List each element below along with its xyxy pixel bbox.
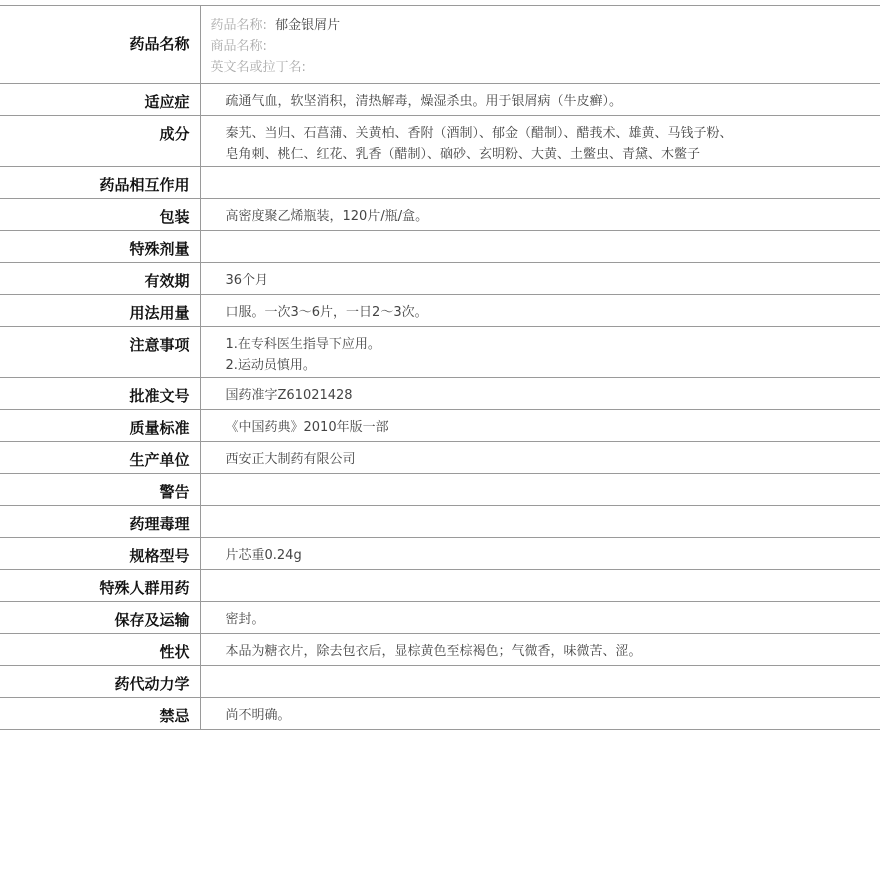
field-value (200, 327, 880, 378)
field-label: 药代动力学 (0, 666, 200, 698)
field-value-line: 国药准字Z61021428 (225, 388, 353, 403)
field-value (200, 295, 880, 327)
field-value-line: 秦艽、当归、石菖蒲、关黄柏、香附（酒制）、郁金（醋制）、醋莪术、雄黄、马钱子粉、 (225, 126, 733, 141)
field-value-line: 2.运动员慎用。 (225, 358, 316, 373)
field-value-line: 本品为糖衣片，除去包衣后，显棕黄色至棕褐色；气微香，味微苦、涩。 (225, 644, 642, 659)
field-value (200, 538, 880, 570)
field-label: 批准文号 (0, 378, 200, 410)
table-row (0, 506, 880, 538)
field-value-line: 西安正大制药有限公司 (225, 452, 356, 467)
field-label: 用法用量 (0, 295, 200, 327)
field-label: 质量标准 (0, 410, 200, 442)
field-value-line: 1.在专科医生指导下应用。 (225, 337, 381, 352)
table-row (0, 538, 880, 570)
table-row (0, 295, 880, 327)
table-row (0, 327, 880, 378)
generic-name-line (211, 15, 873, 36)
table-row (0, 410, 880, 442)
field-value (200, 231, 880, 263)
field-value-line: 36个月 (225, 273, 269, 288)
generic-name-value: 郁金银屑片 (275, 18, 341, 33)
field-value (200, 506, 880, 538)
field-value (200, 263, 880, 295)
trade-name-key: 商品名称: (210, 39, 267, 54)
table-row (0, 199, 880, 231)
field-label: 禁忌 (0, 698, 200, 730)
field-label: 注意事项 (0, 327, 200, 378)
table-row (0, 442, 880, 474)
field-label: 包装 (0, 199, 200, 231)
field-label: 药品名称 (0, 6, 200, 84)
field-value (200, 410, 880, 442)
table-row (0, 263, 880, 295)
table-row (0, 474, 880, 506)
field-value (200, 698, 880, 730)
field-label: 保存及运输 (0, 602, 200, 634)
field-label: 药理毒理 (0, 506, 200, 538)
field-value (200, 116, 880, 167)
field-value (200, 199, 880, 231)
field-value (200, 602, 880, 634)
field-value (200, 442, 880, 474)
field-value (200, 6, 880, 84)
table-row (0, 231, 880, 263)
field-value-line: 高密度聚乙烯瓶装，120片/瓶/盒。 (225, 209, 429, 224)
field-value (200, 634, 880, 666)
field-value-line: 疏通气血，软坚消积，清热解毒，燥湿杀虫。用于银屑病（牛皮癣）。 (225, 94, 623, 109)
table-row (0, 84, 880, 116)
table-row (0, 602, 880, 634)
field-value (200, 167, 880, 199)
table-row (0, 698, 880, 730)
field-label: 适应症 (0, 84, 200, 116)
field-value (200, 570, 880, 602)
field-value-line: 皂角刺、桃仁、红花、乳香（醋制）、硇砂、玄明粉、大黄、土鳖虫、青黛、木鳖子 (225, 147, 701, 162)
field-value-line: 密封。 (225, 612, 265, 627)
field-value-line: 口服。一次3～6片，一日2～3次。 (225, 305, 428, 320)
table-row (0, 666, 880, 698)
table-row (0, 634, 880, 666)
table-row (0, 378, 880, 410)
drug-info-body (0, 6, 880, 730)
drug-info-table (0, 5, 880, 730)
field-label: 有效期 (0, 263, 200, 295)
row-drug-name (0, 6, 880, 84)
table-row (0, 570, 880, 602)
field-label: 特殊剂量 (0, 231, 200, 263)
field-value (200, 378, 880, 410)
table-row (0, 167, 880, 199)
field-value (200, 84, 880, 116)
field-label: 特殊人群用药 (0, 570, 200, 602)
field-value-line: 《中国药典》2010年版一部 (225, 420, 389, 435)
field-value-line: 片芯重0.24g (225, 548, 302, 563)
table-row (0, 116, 880, 167)
field-value-line: 尚不明确。 (225, 708, 291, 723)
english-name-key: 英文名或拉丁名: (210, 60, 306, 75)
field-label: 生产单位 (0, 442, 200, 474)
field-value (200, 474, 880, 506)
field-label: 规格型号 (0, 538, 200, 570)
field-label: 性状 (0, 634, 200, 666)
field-value (200, 666, 880, 698)
field-label: 药品相互作用 (0, 167, 200, 199)
field-label: 警告 (0, 474, 200, 506)
generic-name-key: 药品名称: (210, 18, 267, 33)
field-label: 成分 (0, 116, 200, 167)
